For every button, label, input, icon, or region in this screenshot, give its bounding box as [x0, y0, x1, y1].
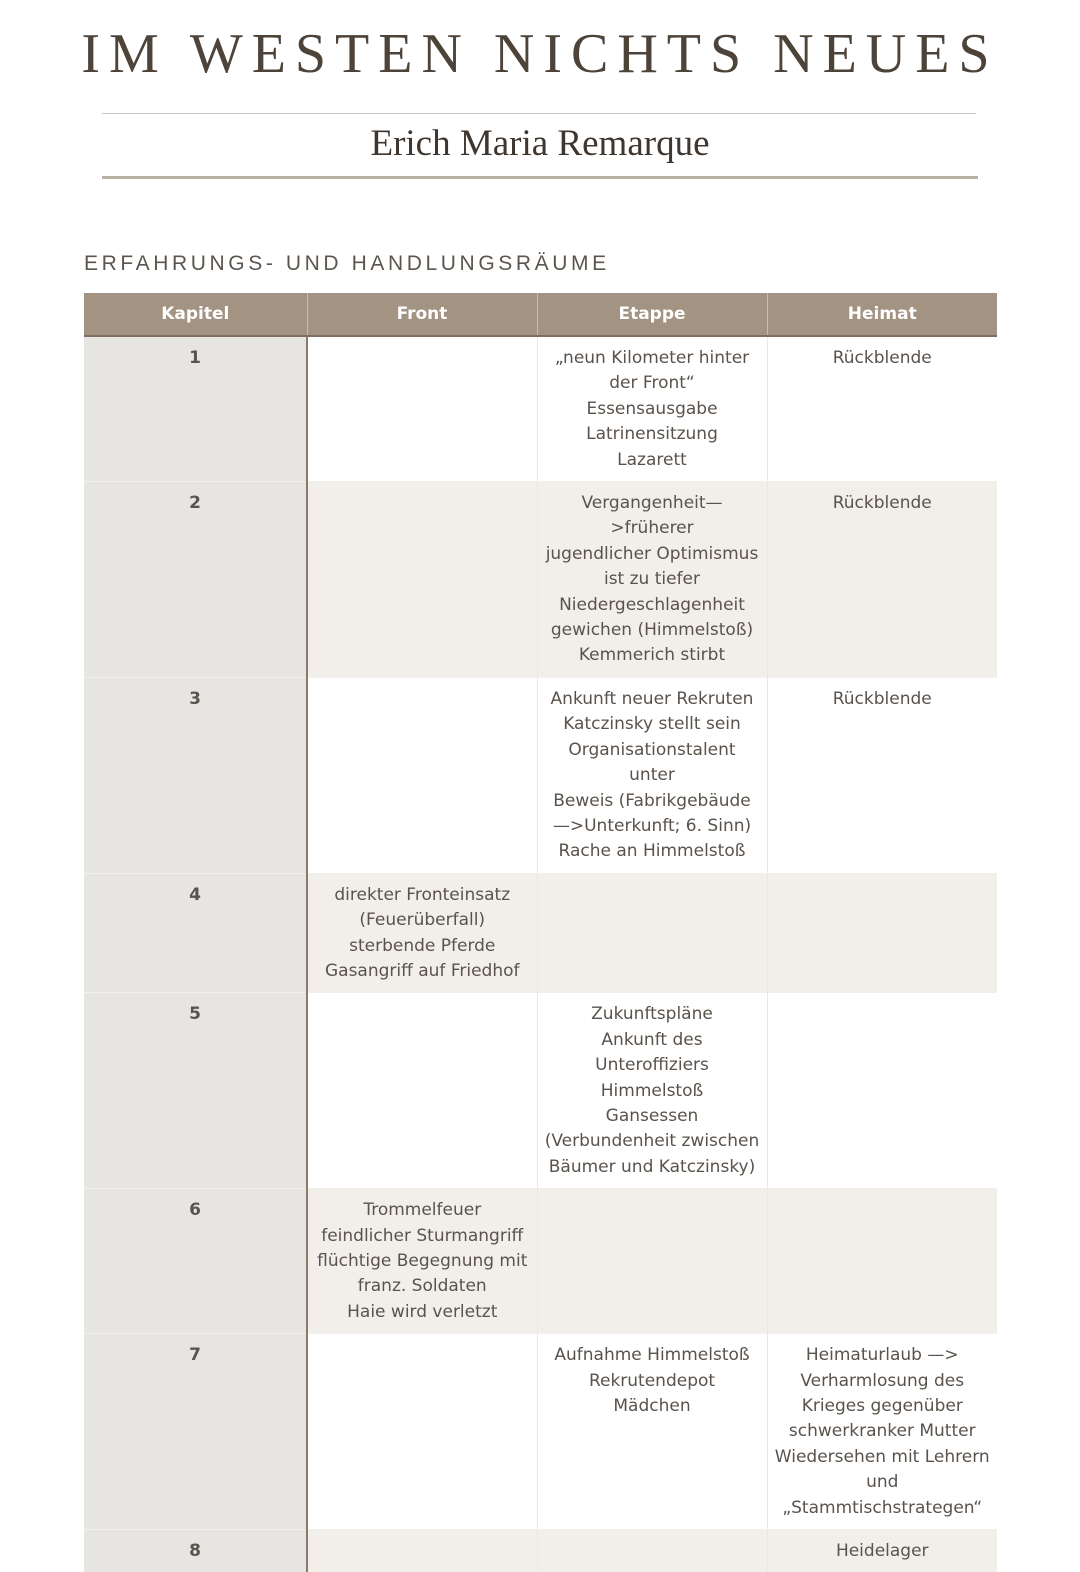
- cell-text-line: gewichen (Himmelstoß): [550, 620, 754, 641]
- cell-heimat: [767, 1530, 997, 1572]
- cell-etappe: [537, 482, 767, 678]
- cell-text-line: Himmelstoß: [600, 1080, 704, 1101]
- cell-text-line: —>Unterkunft; 6. Sinn): [552, 815, 752, 836]
- cell-text-line: schwerkranker Mutter: [788, 1421, 976, 1442]
- cell-front: [307, 336, 537, 482]
- cell-text-line: sterbende Pferde: [349, 935, 496, 956]
- chapter-number: 5: [84, 993, 307, 1189]
- cell-heimat: [767, 677, 997, 873]
- chapter-number: 2: [84, 482, 307, 678]
- cell-text-line: Heidelager: [835, 1541, 929, 1562]
- cell-text-line: Trommelfeuer: [363, 1200, 482, 1221]
- table-row: [84, 1334, 997, 1530]
- column-header-front: Front: [307, 293, 537, 336]
- cell-etappe: [537, 1189, 767, 1334]
- cell-etappe: [537, 993, 767, 1189]
- cell-text-line: Rache an Himmelstoß: [558, 841, 746, 862]
- cell-heimat: [767, 993, 997, 1189]
- cell-etappe: [537, 677, 767, 873]
- cell-heimat: [767, 336, 997, 482]
- cell-text-line: Ankunft des Unteroffiziers: [595, 1029, 709, 1076]
- title-divider: [102, 113, 976, 114]
- cell-text-line: Ankunft neuer Rekruten: [550, 688, 754, 709]
- cell-front: [307, 873, 537, 993]
- cell-text-line: Essensausgabe: [586, 398, 718, 419]
- cell-text-line: Bäumer und Katczinsky): [548, 1156, 756, 1177]
- cell-text-line: Rekrutendepot: [588, 1370, 716, 1391]
- cell-text-line: Aufnahme Himmelstoß: [554, 1345, 750, 1366]
- cell-etappe: [537, 1530, 767, 1572]
- author-divider: [102, 176, 978, 179]
- cell-text-line: Kemmerich stirbt: [578, 645, 726, 666]
- cell-text-line: Beweis (Fabrikgebäude: [553, 790, 751, 811]
- cell-text-line: jugendlicher Optimismus: [545, 543, 759, 564]
- chapter-table: [84, 293, 997, 1572]
- cell-front: [307, 1334, 537, 1530]
- cell-text-line: der Front“: [609, 373, 695, 394]
- cell-text-line: „neun Kilometer hinter: [554, 348, 750, 368]
- table-row: [84, 482, 997, 678]
- cell-text-line: Rückblende: [832, 348, 932, 368]
- chapter-number: 1: [84, 336, 307, 482]
- cell-text-line: (Feuerüberfall): [359, 910, 486, 931]
- cell-text-line: Heimaturlaub —>: [805, 1345, 959, 1366]
- author-name: Erich Maria Remarque: [370, 123, 710, 164]
- document-title: IM WESTEN NICHTS NEUES: [81, 23, 999, 85]
- cell-heimat: [767, 873, 997, 993]
- cell-heimat: [767, 1189, 997, 1334]
- cell-text-line: Lazarett: [617, 449, 687, 470]
- column-header-heimat: Heimat: [767, 293, 997, 336]
- cell-text-line: Latrinensitzung: [586, 424, 718, 445]
- cell-text-line: Niedergeschlagenheit: [559, 594, 745, 615]
- chapter-number: 7: [84, 1334, 307, 1530]
- cell-text-line: Mädchen: [613, 1396, 691, 1417]
- cell-text-line: Verharmlosung des: [800, 1370, 965, 1391]
- chapter-number: 6: [84, 1189, 307, 1334]
- cell-text-line: flüchtige Begegnung mit: [317, 1251, 528, 1271]
- cell-front: [307, 677, 537, 873]
- cell-etappe: [537, 336, 767, 482]
- chapter-number: 3: [84, 677, 307, 873]
- cell-text-line: franz. Soldaten: [357, 1276, 487, 1297]
- cell-front: [307, 1530, 537, 1572]
- cell-text-line: Organisationstalent unter: [568, 739, 736, 786]
- cell-etappe: [537, 1334, 767, 1530]
- cell-text-line: Zukunftspläne: [591, 1004, 713, 1025]
- cell-front: [307, 1189, 537, 1334]
- cell-text-line: Gansessen: [605, 1105, 699, 1126]
- cell-text-line: Rückblende: [832, 493, 932, 514]
- table-row: [84, 677, 997, 873]
- section-heading: ERFAHRUNGS- UND HANDLUNGSRÄUME: [84, 252, 610, 275]
- column-header-etappe: Etappe: [537, 293, 767, 336]
- cell-text-line: Vergangenheit—>früherer: [581, 493, 723, 539]
- cell-text-line: Haie wird verletzt: [347, 1301, 498, 1322]
- cell-text-line: Wiedersehen mit Lehrern: [774, 1446, 990, 1467]
- cell-text-line: Gasangriff auf Friedhof: [324, 960, 520, 981]
- cell-etappe: [537, 873, 767, 993]
- chapter-number: 8: [84, 1530, 307, 1572]
- table-row: [84, 1189, 997, 1334]
- table-header-row: [84, 293, 997, 336]
- cell-text-line: (Verbundenheit zwischen: [544, 1131, 760, 1152]
- table-row: [84, 873, 997, 993]
- cell-heimat: [767, 1334, 997, 1530]
- cell-text-line: und: [866, 1472, 899, 1493]
- cell-text-line: „Stammtischstrategen“: [782, 1497, 983, 1518]
- cell-text-line: Rückblende: [832, 688, 932, 709]
- table-row: [84, 1530, 997, 1572]
- cell-text-line: ist zu tiefer: [603, 569, 701, 590]
- chapter-number: 4: [84, 873, 307, 993]
- column-header-kapitel: Kapitel: [84, 293, 307, 336]
- cell-front: [307, 993, 537, 1189]
- cell-front: [307, 482, 537, 678]
- cell-text-line: direkter Fronteinsatz: [334, 884, 511, 905]
- cell-text-line: feindlicher Sturmangriff: [321, 1225, 524, 1246]
- cell-text-line: Katczinsky stellt sein: [563, 714, 741, 735]
- cell-heimat: [767, 482, 997, 678]
- table-body: [84, 336, 997, 1572]
- table-row: [84, 993, 997, 1189]
- cell-text-line: Krieges gegenüber: [801, 1396, 963, 1417]
- table-row: [84, 336, 997, 482]
